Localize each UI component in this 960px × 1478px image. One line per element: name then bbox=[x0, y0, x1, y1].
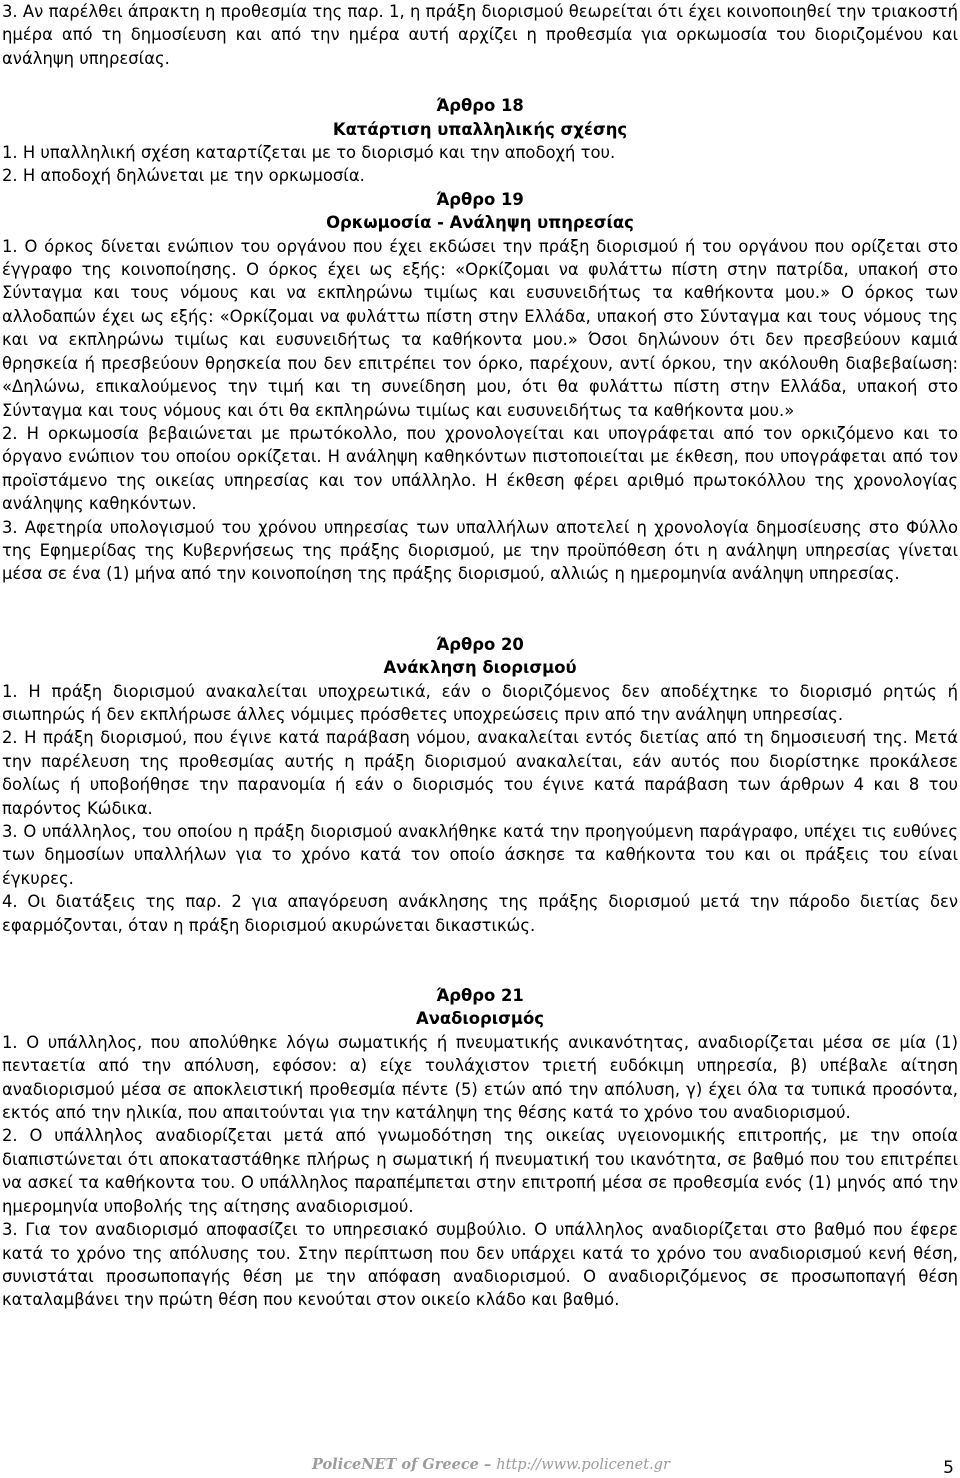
article-paragraph: 1. Ο όρκος δίνεται ενώπιον του οργάνου που έχει εκδώσει την πράξη διορισμού ή του οργάνου που ορίζεται στο έγγραφο της κοινοποίησης. Ο όρκος έχει ως εξής: «Ορκίζομαι να φυλάττω πίστη στην πατρίδα, υπακοή στο Σύνταγμα και τους νόμους και να εκπληρώνω τιμίως και ευσυνειδήτως τα καθήκοντα μου.» Ο όρκος των αλλοδαπών έχει ως εξής: «Ορκίζομαι να φυλάττω πίστη στην Ελλάδα, υπακοή στο Σύνταγμα και τους νόμους της και να εκπληρώνω τιμίως και ευσυνειδήτως τα καθήκοντα μου.» Όσοι δηλώνουν ότι δεν πρεσβεύουν καμιά θρησκεία ή πρεσβεύουν θρησκεία που δεν επιτρέπει τον όρκο, παρέχουν, αντί όρκου, την ακόλουθη διαβεβαίωση: «Δηλώνω, επικαλούμενος την τιμή και τη συνείδηση μου, ότι θα φυλάττω πίστη στην Ελλάδα, υπακοή στο Σύνταγμα και τους νόμους και ότι θα εκπληρώνω τιμίως και ευσυνειδήτως τα καθήκοντα μου.» bbox=[2, 236, 958, 420]
spacer bbox=[2, 70, 958, 94]
article-paragraph: 1. Η πράξη διορισμού ανακαλείται υποχρεωτικά, εάν ο διοριζόμενος δεν αποδέχτηκε το διορισμό ρητώς ή σιωπηρώς ή δεν εκπλήρωσε άλλες νόμιμες πρόσθετες υποχρεώσεις πριν από την ανάληψη υπηρεσίας. bbox=[2, 681, 958, 724]
article-number: Άρθρο 18 bbox=[436, 96, 524, 116]
article-paragraph: 2. Η ορκωμοσία βεβαιώνεται με πρωτόκολλο, που χρονολογείται και υπογράφεται από τον ορκιζόμενο και το όργανο ενώπιον του οποίου ορκίζεται. Η ανάληψη καθηκόντων πιστοποιείται με έκθεση, που υπογράφεται από τον προϊστάμενο της οικείας υπηρεσίας και τον υπάλληλο. Η έκθεση φέρει αριθμό πρωτοκόλλου της χρονολογίας ανάληψης καθηκόντων. bbox=[2, 423, 958, 514]
article-18 bbox=[2, 94, 958, 188]
article-paragraph: 3. Ο υπάλληλος, του οποίου η πράξη διορισμού ανακλήθηκε κατά την προηγούμενη παράγραφο, υπέχει τις ευθύνες των δημοσίων υπαλλήλων για το χρόνο κατά τον οποίο άσκησε τα καθήκοντα του και οι πράξεις του είναι έγκυρες. bbox=[2, 822, 958, 888]
article-title: Ορκωμοσία - Ανάληψη υπηρεσίας bbox=[326, 213, 634, 233]
document-body bbox=[2, 0, 958, 1312]
article-number: Άρθρο 21 bbox=[436, 986, 524, 1006]
footer-credit: PoliceNET of Greece – http://www.policenet.gr bbox=[312, 1456, 670, 1473]
article-paragraph: 2. Η πράξη διορισμού, που έγινε κατά παράβαση νόμου, ανακαλείται εντός διετίας από τη δημοσιευσή της. Μετά την παρέλευση της προθεσμίας αυτής η πράξη διορισμού ανακαλείται, εάν αυτός που διορίστηκε προκάλεσε δολίως ή υποβοήθησε την παρανομία ή εάν ο διορισμός του έγινε κατά παράβαση των άρθρων 4 και 8 του παρόντος Κώδικα. bbox=[2, 728, 958, 818]
continuation-paragraph: 3. Αν παρέλθει άπρακτη η προθεσμία της παρ. 1, η πράξη διορισμού θεωρείται ότι έχει κοινοποιηθεί την τριακοστή ημέρα από τη δημοσίευση και από την ημέρα αυτή αρχίζει η προθεσμία για ορκωμοσία του διοριζομένου και ανάληψη υπηρεσίας. bbox=[2, 2, 958, 68]
article-title: Ανάκληση διορισμού bbox=[383, 658, 577, 678]
article-paragraph: 2. Η αποδοχή δηλώνεται με την ορκωμοσία. bbox=[2, 166, 365, 186]
article-paragraph: 1. Η υπαλληλική σχέση καταρτίζεται με το διορισμό και την αποδοχή του. bbox=[2, 143, 616, 163]
article-title: Αναδιορισμός bbox=[416, 1009, 544, 1029]
footer-url[interactable]: http://www.policenet.gr bbox=[496, 1457, 670, 1473]
page-footer bbox=[0, 1454, 960, 1478]
article-number: Άρθρο 19 bbox=[436, 189, 524, 209]
page-number: 5 bbox=[943, 1458, 954, 1478]
article-number: Άρθρο 20 bbox=[436, 634, 524, 654]
article-21 bbox=[2, 984, 958, 1312]
article-paragraph: 3. Για τον αναδιορισμό αποφασίζει το υπηρεσιακό συμβούλιο. Ο υπάλληλος αναδιορίζεται στο βαθμό που έφερε κατά το χρόνο της απόλυσης του. Στην περίπτωση που δεν υπάρχει κατά το χρόνο του αναδιορισμού κενή θέση, συνιστάται προσωποπαγής θέση με την απόφαση αναδιορισμού. Ο αναδιοριζόμενος σε προσωποπαγή θέση καταλαμβάνει την πρώτη θέση που κενούται στον οικείο κλάδο και βαθμό. bbox=[2, 1220, 958, 1310]
article-paragraph: 2. Ο υπάλληλος αναδιορίζεται μετά από γνωμοδότηση της οικείας υγειονομικής επιτροπής, με την οποία διαπιστώνεται ότι αποκαταστάθηκε πλήρως η σωματική ή πνευματική του ικανότητα, σε βαθμό που του επιτρέπει να ασκεί τα καθήκοντα του. Ο υπάλληλος παραπέμπεται στην επιτροπή μέσα σε προθεσμία ενός (1) μηνός από την ημερομηνία υποβολής της αίτησης αναδιορισμού. bbox=[2, 1126, 958, 1216]
article-title: Κατάρτιση υπαλληλικής σχέσης bbox=[332, 119, 628, 139]
article-19 bbox=[2, 188, 958, 586]
spacer bbox=[2, 586, 958, 633]
article-20 bbox=[2, 633, 958, 937]
footer-site-name: PoliceNET of Greece bbox=[312, 1456, 479, 1473]
spacer bbox=[2, 937, 958, 984]
article-paragraph: 4. Οι διατάξεις της παρ. 2 για απαγόρευση ανάκλησης της πράξης διορισμού μετά την πάροδο διετίας δεν εφαρμόζονται, όταν η πράξη διορισμού ακυρώνεται δικαστικώς. bbox=[2, 892, 958, 935]
article-paragraph: 1. Ο υπάλληλος, που απολύθηκε λόγω σωματικής ή πνευματικής ανικανότητας, αναδιορίζεται μέσα σε μία (1) πενταετία από την απόλυση, εφόσον: α) είχε τουλάχιστον τριετή ευδόκιμη υπηρεσία, β) υπέβαλε αίτηση αναδιορισμού μέσα σε αποκλειστική προθεσμία πέντε (5) ετών από την απόλυση, γ) έχει όλα τα τυπικά προσόντα, εκτός από την ηλικία, που απαιτούνται για την κατάληψη της θέσης κατά το χρόνο του αναδιορισμού. bbox=[2, 1032, 958, 1123]
article-paragraph: 3. Αφετηρία υπολογισμού του χρόνου υπηρεσίας των υπαλλήλων αποτελεί η χρονολογία δημοσίευσης στο Φύλλο της Εφημερίδας της Κυβερνήσεως της πράξης διορισμού, με την προϋπόθεση ότι η ανάληψη υπηρεσίας γίνεται μέσα σε ένα (1) μήνα από την κοινοποίηση της πράξης διορισμού, αλλιώς η ημερομηνία ανάληψη υπηρεσίας. bbox=[2, 517, 958, 584]
